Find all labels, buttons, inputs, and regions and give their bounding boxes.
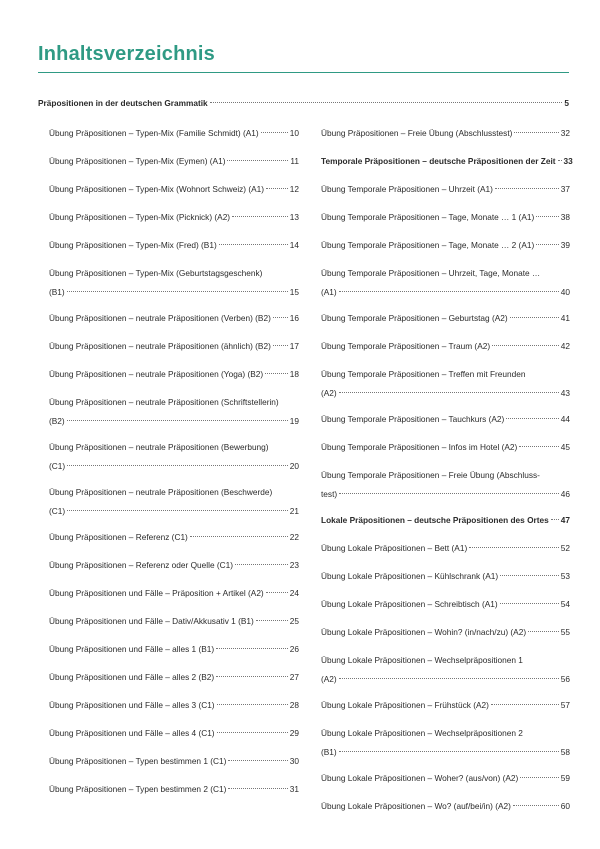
toc-entry-title-line1: Übung Temporale Präpositionen – Uhrzeit, Tage, Monate … — [321, 268, 541, 278]
toc-entry[interactable] — [49, 367, 299, 381]
toc-dot-leader — [339, 392, 559, 393]
toc-page-number: 28 — [289, 700, 299, 710]
toc-page-number: 42 — [560, 341, 570, 351]
toc-dot-leader — [261, 132, 288, 133]
toc-entry-title: Übung Temporale Präpositionen – Tauchkurs (A2) — [321, 414, 505, 424]
toc-entry[interactable] — [321, 698, 570, 712]
toc-dot-leader — [67, 291, 288, 292]
toc-entry-row — [321, 672, 570, 686]
toc-dot-leader — [265, 373, 288, 374]
toc-entry-title: Übung Präpositionen und Fälle – alles 1 (B1) — [49, 644, 215, 654]
toc-page-number: 26 — [289, 644, 299, 654]
toc-page-number: 52 — [560, 543, 570, 553]
toc-page-number: 58 — [560, 747, 570, 757]
toc-page-number: 54 — [560, 599, 570, 609]
toc-dot-leader — [469, 547, 559, 548]
toc-dot-leader — [339, 291, 559, 292]
toc-entry-title: Übung Präpositionen – Typen-Mix (Fred) (B1) — [49, 240, 217, 250]
toc-entry[interactable] — [49, 238, 299, 252]
toc-entry[interactable] — [321, 771, 570, 785]
toc-entry[interactable] — [49, 440, 299, 474]
toc-entry-title-line2: (C1) — [49, 506, 66, 516]
toc-entry-title: Übung Präpositionen – neutrale Präpositionen (ähnlich) (B2) — [49, 341, 271, 351]
toc-dot-leader — [228, 760, 287, 761]
title-divider — [38, 72, 569, 73]
toc-dot-leader — [256, 620, 288, 621]
toc-entry-title: Übung Lokale Präpositionen – Frühstück (A2) — [321, 700, 489, 710]
toc-dot-leader — [536, 244, 559, 245]
toc-entry-title: Übung Präpositionen – neutrale Präpositionen (Verben) (B2) — [49, 313, 271, 323]
toc-entry[interactable] — [321, 182, 570, 196]
toc-dot-leader — [492, 345, 559, 346]
toc-entry-title-line2: (C1) — [49, 461, 66, 471]
toc-entry-title: Übung Temporale Präpositionen – Geburtstag (A2) — [321, 313, 508, 323]
toc-dot-leader — [500, 603, 559, 604]
toc-entry-title: Übung Präpositionen und Fälle – alles 3 (C1) — [49, 700, 215, 710]
toc-entry[interactable] — [49, 210, 299, 224]
toc-page-number: 21 — [289, 506, 299, 516]
toc-entry[interactable] — [49, 670, 299, 684]
toc-dot-leader — [210, 102, 563, 103]
toc-entry[interactable] — [321, 339, 570, 353]
toc-entry-title: Übung Präpositionen und Fälle – alles 4 (C1) — [49, 728, 215, 738]
toc-page-number: 46 — [560, 489, 570, 499]
toc-entry[interactable] — [49, 395, 299, 429]
toc-page-number: 53 — [560, 571, 570, 581]
toc-entry-title: Übung Präpositionen – Typen-Mix (Picknick) (A2) — [49, 212, 231, 222]
toc-entry-row — [49, 285, 299, 299]
toc-dot-leader — [227, 160, 288, 161]
toc-entry-title: Übung Lokale Präpositionen – Woher? (aus/von) (A2) — [321, 773, 519, 783]
toc-entry[interactable] — [321, 412, 570, 426]
toc-entry-title: Übung Präpositionen – Typen bestimmen 1 (C1) — [49, 756, 227, 766]
toc-entry-title: Übung Lokale Präpositionen – Wo? (auf/bei/in) (A2) — [321, 801, 511, 811]
toc-entry[interactable] — [49, 182, 299, 196]
toc-entry-title: Übung Präpositionen – Typen-Mix (Wohnort Schweiz) (A1) — [49, 184, 265, 194]
toc-dot-leader — [266, 188, 288, 189]
toc-entry-row — [321, 285, 570, 299]
toc-entry[interactable] — [49, 530, 299, 544]
toc-entry-title-line2: (A1) — [321, 287, 337, 297]
toc-section-heading[interactable] — [321, 154, 573, 168]
toc-entry-title-line2: (A2) — [321, 388, 337, 398]
toc-page-number: 56 — [560, 674, 570, 684]
toc-entry[interactable] — [49, 642, 299, 656]
toc-page-number: 23 — [289, 560, 299, 570]
toc-main-section[interactable] — [38, 96, 569, 110]
toc-page-number: 44 — [560, 414, 570, 424]
toc-dot-leader — [506, 418, 559, 419]
toc-page-number: 43 — [560, 388, 570, 398]
toc-dot-leader — [219, 244, 288, 245]
toc-entry[interactable] — [321, 440, 570, 454]
toc-entry-title: Übung Temporale Präpositionen – Tage, Monate … 1 (A1) — [321, 212, 535, 222]
page-title: Inhaltsverzeichnis — [38, 43, 215, 65]
toc-page-number: 57 — [560, 700, 570, 710]
toc-entry-title: Übung Präpositionen und Fälle – Dativ/Akkusativ 1 (B1) — [49, 616, 254, 626]
toc-entry-title-line2: (B1) — [49, 287, 65, 297]
toc-page-number: 59 — [560, 773, 570, 783]
toc-page-number: 60 — [560, 801, 570, 811]
toc-entry-title: Temporale Präpositionen – deutsche Präpositionen der Zeit — [321, 156, 556, 166]
toc-entry[interactable] — [321, 468, 570, 502]
toc-page-number: 13 — [289, 212, 299, 222]
toc-entry[interactable] — [49, 558, 299, 572]
toc-page-number: 17 — [289, 341, 299, 351]
toc-entry-title: Übung Lokale Präpositionen – Kühlschrank (A1) — [321, 571, 499, 581]
toc-dot-leader — [273, 317, 288, 318]
toc-entry-title: Übung Präpositionen – Typen-Mix (Familie Schmidt) (A1) — [49, 128, 259, 138]
toc-dot-leader — [339, 751, 559, 752]
toc-page-number: 24 — [289, 588, 299, 598]
toc-dot-leader — [217, 704, 288, 705]
toc-page-number: 12 — [289, 184, 299, 194]
toc-entry[interactable] — [321, 799, 570, 813]
toc-page-number: 5 — [564, 98, 569, 108]
toc-entry[interactable] — [321, 367, 570, 401]
toc-page-number: 37 — [560, 184, 570, 194]
toc-entry-title-line1: Übung Lokale Präpositionen – Wechselpräpositionen 2 — [321, 728, 523, 738]
toc-page-number: 18 — [289, 369, 299, 379]
toc-page-number: 20 — [289, 461, 299, 471]
toc-entry[interactable] — [321, 126, 570, 140]
toc-entry[interactable] — [49, 782, 299, 796]
toc-dot-leader — [67, 510, 288, 511]
toc-entry-title-line1: Übung Präpositionen – neutrale Präpositionen (Beschwerde) — [49, 487, 273, 497]
toc-page-number: 11 — [290, 156, 299, 166]
toc-entry-title: Übung Lokale Präpositionen – Schreibtisch (A1) — [321, 599, 498, 609]
toc-page-number: 22 — [289, 532, 299, 542]
toc-dot-leader — [216, 676, 288, 677]
toc-page-number: 39 — [560, 240, 570, 250]
toc-page-number: 55 — [560, 627, 570, 637]
toc-page-number: 14 — [289, 240, 299, 250]
toc-entry-row — [321, 487, 570, 501]
toc-entry[interactable] — [49, 754, 299, 768]
toc-entry[interactable] — [321, 569, 570, 583]
toc-entry[interactable] — [49, 311, 299, 325]
toc-dot-leader — [339, 678, 559, 679]
toc-dot-leader — [235, 564, 288, 565]
toc-dot-leader — [491, 704, 559, 705]
toc-page-number: 15 — [289, 287, 299, 297]
toc-entry-title-line2: (A2) — [321, 674, 337, 684]
toc-page-number: 16 — [289, 313, 299, 323]
toc-page-number: 41 — [560, 313, 570, 323]
toc-page-number: 19 — [289, 416, 299, 426]
toc-page-number: 32 — [560, 128, 570, 138]
toc-entry-title-line2: test) — [321, 489, 338, 499]
toc-entry-title: Übung Präpositionen und Fälle – Präposition + Artikel (A2) — [49, 588, 264, 598]
toc-dot-leader — [216, 648, 288, 649]
toc-dot-leader — [510, 317, 559, 318]
toc-entry[interactable] — [321, 266, 570, 300]
toc-entry[interactable] — [49, 586, 299, 600]
toc-dot-leader — [67, 465, 288, 466]
toc-dot-leader — [339, 493, 559, 494]
toc-entry-title: Übung Präpositionen – Freie Übung (Abschlusstest) — [321, 128, 513, 138]
toc-entry[interactable] — [321, 238, 570, 252]
toc-entry-title: Übung Präpositionen – Referenz oder Quelle (C1) — [49, 560, 234, 570]
toc-dot-leader — [514, 132, 558, 133]
toc-entry-title: Übung Lokale Präpositionen – Bett (A1) — [321, 543, 468, 553]
toc-entry-title-line1: Übung Präpositionen – neutrale Präpositionen (Schriftstellerin) — [49, 397, 279, 407]
toc-entry[interactable] — [321, 541, 570, 555]
toc-entry-title: Übung Präpositionen – Typen bestimmen 2 (C1) — [49, 784, 227, 794]
toc-dot-leader — [232, 216, 288, 217]
toc-dot-leader — [528, 631, 559, 632]
toc-entry[interactable] — [49, 698, 299, 712]
toc-dot-leader — [536, 216, 559, 217]
toc-page-number: 45 — [560, 442, 570, 452]
toc-dot-leader — [67, 420, 288, 421]
toc-entry-title: Übung Temporale Präpositionen – Tage, Monate … 2 (A1) — [321, 240, 535, 250]
toc-entry[interactable] — [49, 154, 299, 168]
toc-entry[interactable] — [321, 625, 570, 639]
toc-entry-row — [321, 745, 570, 759]
toc-entry-title-line2: (B2) — [49, 416, 65, 426]
toc-page-number: 25 — [289, 616, 299, 626]
toc-entry-title: Übung Temporale Präpositionen – Traum (A2) — [321, 341, 491, 351]
toc-entry-title-line1: Übung Temporale Präpositionen – Treffen mit Freunden — [321, 369, 526, 379]
toc-entry-title: Übung Temporale Präpositionen – Uhrzeit (A1) — [321, 184, 493, 194]
toc-dot-leader — [266, 592, 288, 593]
toc-entry[interactable] — [321, 311, 570, 325]
toc-dot-leader — [190, 536, 288, 537]
toc-entry-title: Lokale Präpositionen – deutsche Präpositionen des Ortes — [321, 515, 549, 525]
toc-dot-leader — [551, 519, 559, 520]
toc-entry-title: Präpositionen in der deutschen Grammatik — [38, 98, 208, 108]
toc-page-number: 38 — [560, 212, 570, 222]
toc-dot-leader — [217, 732, 288, 733]
toc-entry-row — [49, 504, 299, 518]
toc-page-number: 47 — [560, 515, 570, 525]
toc-entry-title-line2: (B1) — [321, 747, 337, 757]
toc-page-number: 29 — [289, 728, 299, 738]
toc-entry[interactable] — [321, 653, 570, 687]
toc-entry-title-line1: Übung Präpositionen – Typen-Mix (Geburtstagsgeschenk) — [49, 268, 263, 278]
toc-page-number: 40 — [560, 287, 570, 297]
toc-section-heading[interactable] — [321, 513, 570, 527]
toc-entry[interactable] — [321, 597, 570, 611]
toc-entry-title: Übung Präpositionen – Typen-Mix (Eymen) (A1) — [49, 156, 226, 166]
toc-entry-row — [321, 386, 570, 400]
toc-entry-title: Übung Präpositionen – neutrale Präpositionen (Yoga) (B2) — [49, 369, 264, 379]
toc-dot-leader — [500, 575, 559, 576]
toc-entry-row — [49, 414, 299, 428]
toc-page-number: 10 — [289, 128, 299, 138]
toc-page-number: 31 — [289, 784, 299, 794]
toc-entry[interactable] — [49, 726, 299, 740]
toc-dot-leader — [519, 446, 558, 447]
toc-page-number: 27 — [289, 672, 299, 682]
toc-entry-title: Übung Präpositionen – Referenz (C1) — [49, 532, 188, 542]
toc-entry[interactable] — [49, 485, 299, 519]
toc-entry[interactable] — [49, 614, 299, 628]
toc-entry[interactable] — [49, 339, 299, 353]
toc-entry-row — [49, 459, 299, 473]
toc-dot-leader — [273, 345, 288, 346]
toc-entry[interactable] — [321, 210, 570, 224]
toc-entry[interactable] — [49, 266, 299, 300]
toc-dot-leader — [513, 805, 559, 806]
toc-entry-title-line1: Übung Lokale Präpositionen – Wechselpräpositionen 1 — [321, 655, 523, 665]
toc-dot-leader — [558, 160, 562, 161]
toc-entry-title-line1: Übung Präpositionen – neutrale Präpositionen (Bewerbung) — [49, 442, 269, 452]
toc-dot-leader — [228, 788, 287, 789]
toc-entry[interactable] — [321, 726, 570, 760]
toc-page-number: 33 — [563, 156, 573, 166]
toc-entry-title: Übung Präpositionen und Fälle – alles 2 (B2) — [49, 672, 215, 682]
toc-entry-title: Übung Lokale Präpositionen – Wohin? (in/nach/zu) (A2) — [321, 627, 527, 637]
toc-entry-title-line1: Übung Temporale Präpositionen – Freie Übung (Abschluss- — [321, 470, 540, 480]
toc-entry-title: Übung Temporale Präpositionen – Infos im Hotel (A2) — [321, 442, 518, 452]
toc-dot-leader — [495, 188, 559, 189]
toc-page-number: 30 — [289, 756, 299, 766]
toc-entry[interactable] — [49, 126, 299, 140]
toc-dot-leader — [520, 777, 559, 778]
